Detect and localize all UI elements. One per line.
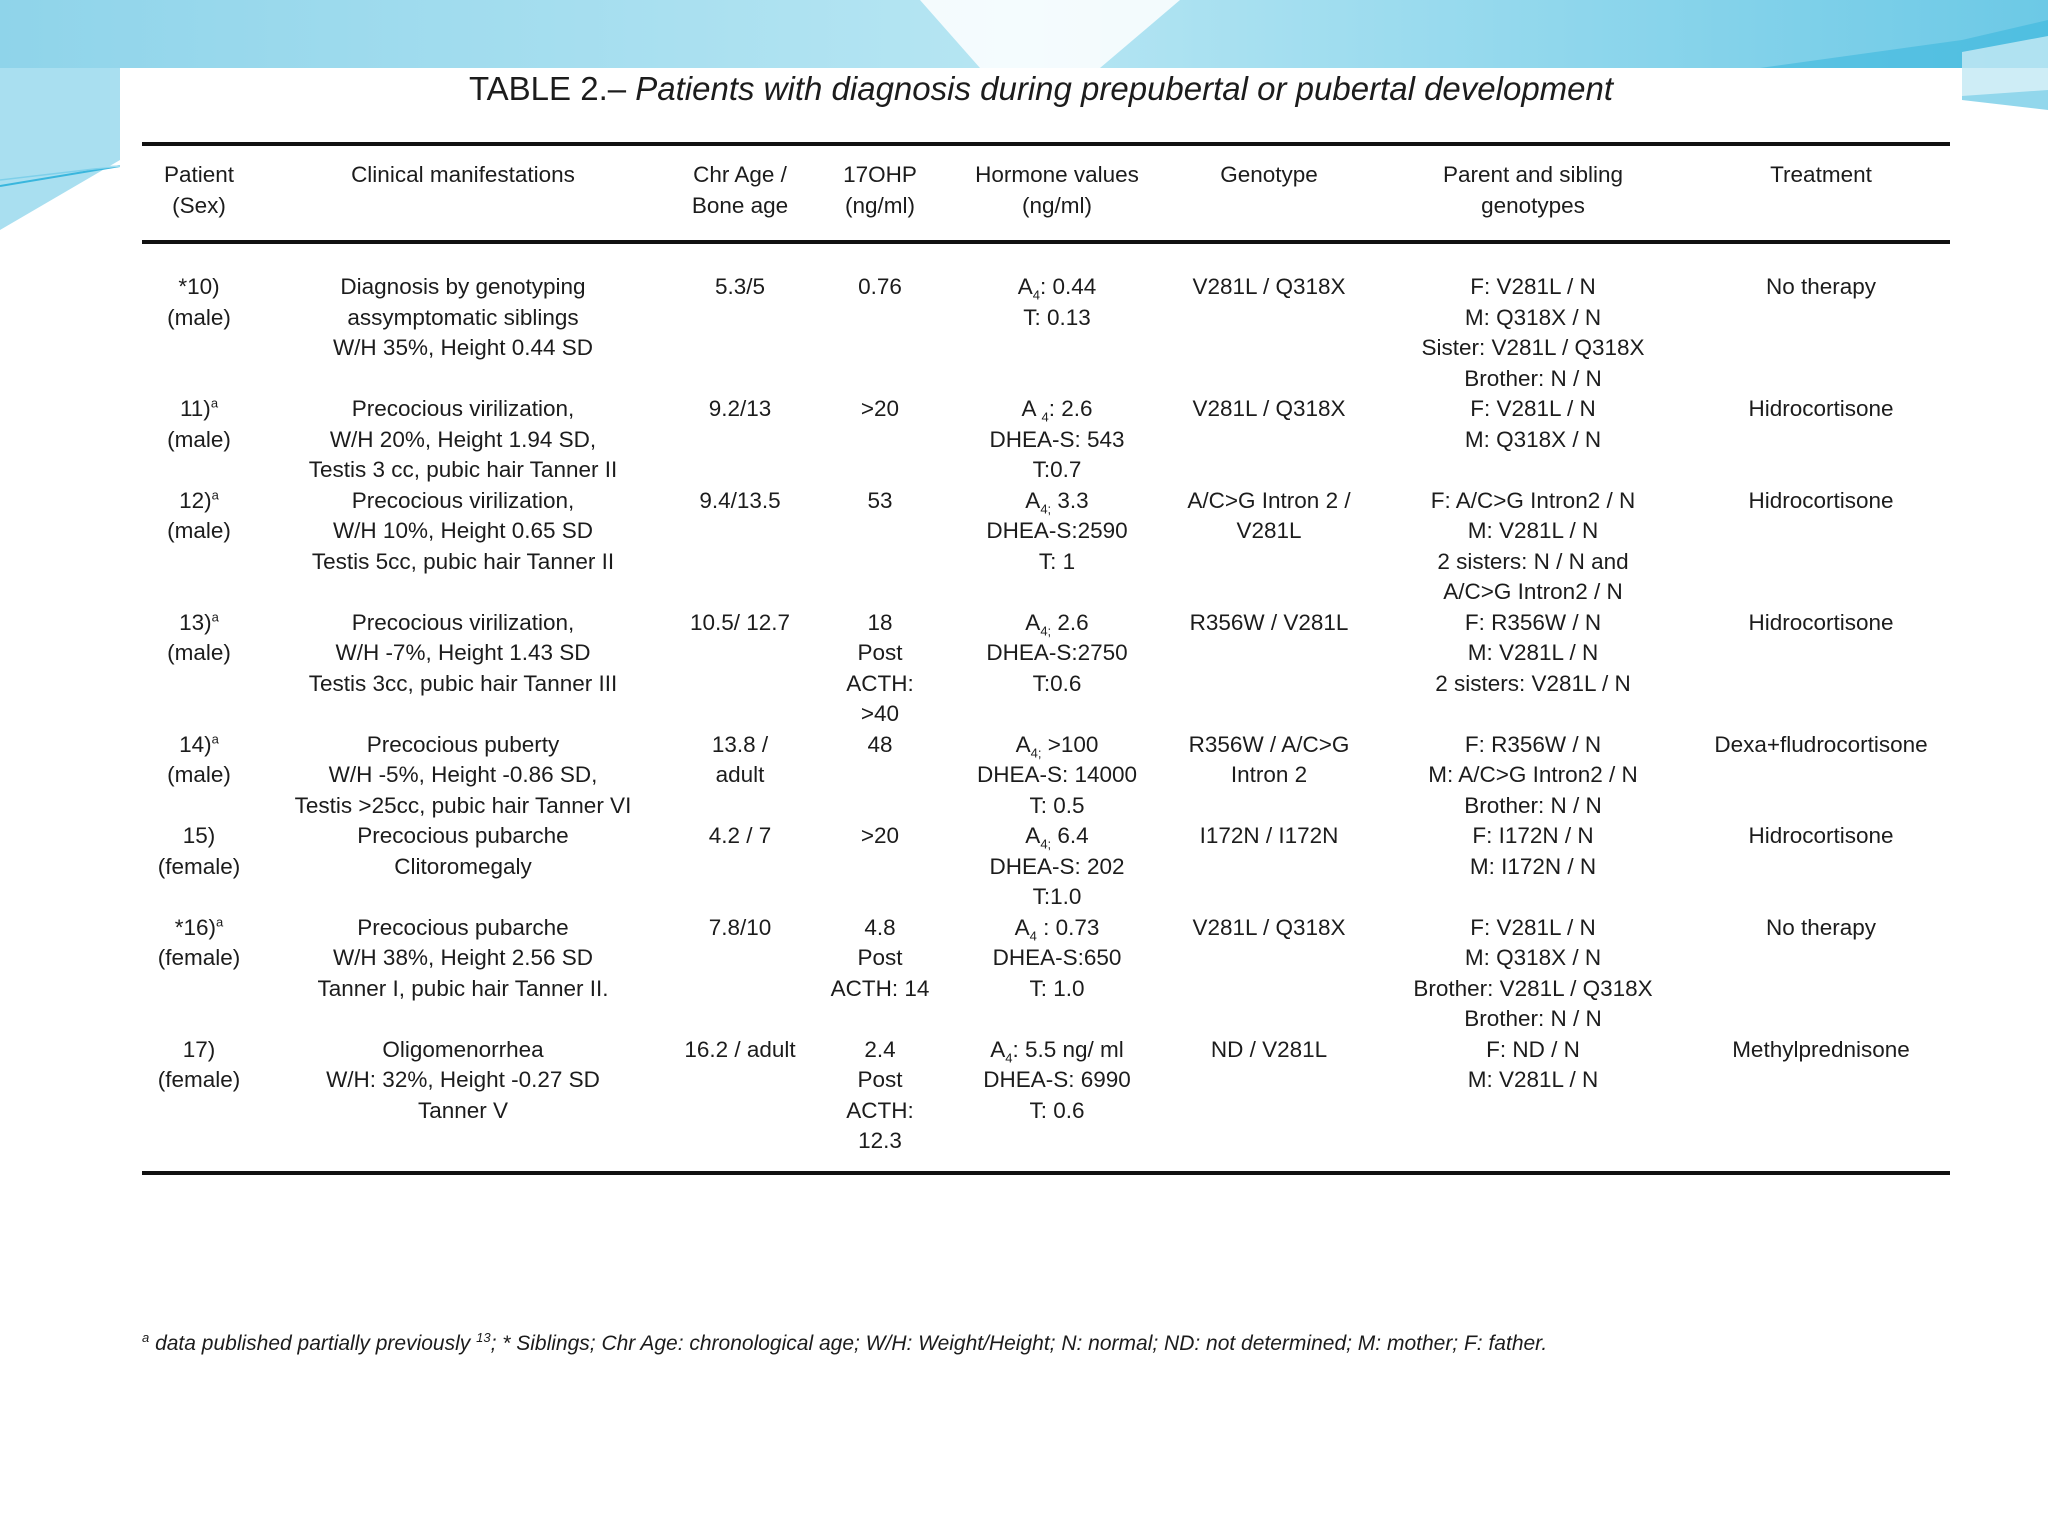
cell-line: assymptomatic siblings xyxy=(347,304,579,330)
treatment-cell xyxy=(1692,821,1950,913)
cell-text: A xyxy=(1021,396,1042,421)
cell-line: Clitoromegaly xyxy=(394,853,532,879)
table-row xyxy=(142,394,1950,486)
age-cell xyxy=(670,821,810,913)
table-row xyxy=(142,242,1950,394)
cell-line: W/H -7%, Height 1.43 SD xyxy=(335,640,591,665)
cell-line: Hidrocortisone xyxy=(1748,487,1894,513)
cell-line-formatted xyxy=(953,272,1161,303)
cell-line: 4.2 / 7 xyxy=(708,823,772,848)
cell-line: ND / V281L xyxy=(1210,1036,1328,1062)
genotype-cell xyxy=(1164,242,1374,394)
cell-line: Methylprednisone xyxy=(1732,1036,1910,1062)
cell-line: 5.3/5 xyxy=(714,274,766,299)
table-title xyxy=(120,68,1962,110)
cell-line: F: I172N / N xyxy=(1472,823,1594,848)
superscript: a xyxy=(216,914,224,929)
cell-line: ACTH: xyxy=(846,1097,914,1123)
cell-line: Tanner I, pubic hair Tanner II. xyxy=(317,975,609,1001)
cell-line: 48 xyxy=(867,731,893,757)
clinical-cell xyxy=(256,913,670,1035)
cell-line: T: 0.13 xyxy=(1023,304,1091,330)
cell-line: DHEA-S:2590 xyxy=(986,518,1128,543)
cell-line: Brother: V281L / Q318X xyxy=(1413,975,1653,1001)
cell-text: A xyxy=(1015,731,1031,757)
cell-line: Testis >25cc, pubic hair Tanner VI xyxy=(294,792,632,818)
cell-text: *16) xyxy=(174,914,217,940)
cell-line: A/C>G Intron2 / N xyxy=(1443,579,1623,604)
column-header-line: Chr Age / xyxy=(693,162,787,187)
cell-line: Hidrocortisone xyxy=(1748,396,1894,421)
cell-line: Intron 2 xyxy=(1230,762,1308,787)
column-header-line: Genotype xyxy=(1220,162,1318,187)
footnote-part-2: ; * Siblings; Chr Age: chronological age; W/H: Weight/Height; N: normal; ND: not determined; M: mother; F: father. xyxy=(490,1332,1548,1355)
cell-line: DHEA-S:650 xyxy=(992,945,1122,970)
cell-line: F: ND / N xyxy=(1486,1036,1580,1062)
cell-line-formatted xyxy=(145,913,253,944)
cell-line: W/H -5%, Height -0.86 SD, xyxy=(328,762,598,787)
cell-line: ACTH: xyxy=(846,670,914,696)
cell-line: 10.5/ 12.7 xyxy=(689,609,791,635)
cell-line: DHEA-S:2750 xyxy=(986,640,1128,665)
cell-line-formatted xyxy=(953,394,1161,425)
cell-text: A xyxy=(1025,487,1041,513)
cell-line: 2 sisters: V281L / N xyxy=(1435,670,1631,696)
cell-line: R356W / V281L xyxy=(1189,609,1349,635)
cell-line: T: 1.0 xyxy=(1029,975,1085,1001)
table-header-row xyxy=(142,144,1950,242)
cell-line: Brother: N / N xyxy=(1464,365,1602,391)
cell-text: : 0.73 xyxy=(1036,914,1100,940)
cell-line: M: Q318X / N xyxy=(1464,426,1602,452)
treatment-cell xyxy=(1692,730,1950,822)
cell-line: 0.76 xyxy=(858,274,902,299)
genotype-cell xyxy=(1164,486,1374,608)
cell-line: 2 sisters: N / N and xyxy=(1437,548,1629,574)
cell-line: W/H: 32%, Height -0.27 SD xyxy=(326,1067,600,1092)
cell-line: Brother: N / N xyxy=(1464,1006,1602,1031)
hormone-cell xyxy=(950,730,1164,822)
hormone-cell xyxy=(950,913,1164,1035)
genotype-cell xyxy=(1164,730,1374,822)
column-header xyxy=(950,144,1164,242)
cell-line: Precocious virilization, xyxy=(351,396,575,421)
cell-line: *10) xyxy=(178,274,220,299)
treatment-cell xyxy=(1692,486,1950,608)
column-header-line: (ng/ml) xyxy=(1021,192,1092,218)
cell-line-formatted xyxy=(953,913,1161,944)
subscript: 4; xyxy=(1030,745,1042,760)
cell-text: A xyxy=(990,1036,1006,1062)
cell-line-formatted xyxy=(953,486,1161,517)
table-row xyxy=(142,913,1950,1035)
cell-line: M: V281L / N xyxy=(1467,1067,1599,1092)
cell-line: Post xyxy=(857,640,903,665)
cell-text: 2.6 xyxy=(1051,609,1089,635)
cell-line: M: Q318X / N xyxy=(1464,304,1602,330)
ohp-cell xyxy=(810,242,950,394)
column-header xyxy=(670,144,810,242)
cell-line: T:1.0 xyxy=(1032,884,1082,909)
column-header-line: Patient xyxy=(163,162,235,187)
cell-line: (male) xyxy=(167,640,231,665)
cell-line: (female) xyxy=(157,945,241,970)
superscript: a xyxy=(210,395,219,411)
cell-text: : 0.44 xyxy=(1039,274,1097,299)
column-header-line: (ng/ml) xyxy=(844,192,915,218)
cell-line: M: I172N / N xyxy=(1469,853,1597,879)
cell-line: A/C>G Intron 2 / xyxy=(1187,487,1351,513)
clinical-cell xyxy=(256,486,670,608)
family-genotypes-cell xyxy=(1374,394,1692,486)
cell-line: ACTH: 14 xyxy=(830,975,930,1001)
column-header xyxy=(1164,144,1374,242)
cell-line: T:0.7 xyxy=(1032,457,1082,482)
cell-line: (male) xyxy=(167,762,231,787)
cell-line: 7.8/10 xyxy=(708,914,772,940)
cell-line: I172N / I172N xyxy=(1199,823,1339,848)
superscript: a xyxy=(211,487,219,502)
cell-line: Testis 3cc, pubic hair Tanner III xyxy=(308,670,618,696)
footnote-part-1: data published partially previously xyxy=(149,1332,477,1355)
table-footnote xyxy=(142,1330,1950,1358)
cell-line: No therapy xyxy=(1765,914,1877,940)
cell-line: T: 0.6 xyxy=(1029,1097,1085,1123)
ohp-cell xyxy=(810,913,950,1035)
cell-line: W/H 10%, Height 0.65 SD xyxy=(332,518,594,543)
cell-text: A xyxy=(1014,914,1030,940)
column-header xyxy=(810,144,950,242)
cell-line: DHEA-S: 14000 xyxy=(976,762,1138,787)
cell-line: DHEA-S: 202 xyxy=(989,853,1125,879)
cell-line: (male) xyxy=(167,518,231,543)
cell-line: >40 xyxy=(860,701,900,726)
cell-line: Precocious pubarche xyxy=(357,914,569,940)
cell-line: M: V281L / N xyxy=(1467,640,1599,665)
cell-line: Oligomenorrhea xyxy=(382,1036,544,1062)
cell-line: W/H 38%, Height 2.56 SD xyxy=(332,945,594,970)
cell-line: Hidrocortisone xyxy=(1748,823,1894,848)
cell-line-formatted xyxy=(953,1035,1161,1066)
clinical-cell xyxy=(256,730,670,822)
cell-line: Precocious virilization, xyxy=(351,487,575,513)
cell-line-formatted xyxy=(953,730,1161,761)
cell-line: 16.2 / adult xyxy=(684,1036,796,1062)
ohp-cell xyxy=(810,730,950,822)
cell-line: (male) xyxy=(167,426,231,452)
cell-text: >100 xyxy=(1041,731,1099,757)
patient-cell xyxy=(142,394,256,486)
cell-line: T:0.6 xyxy=(1032,670,1082,696)
ohp-cell xyxy=(810,821,950,913)
age-cell xyxy=(670,242,810,394)
table-row xyxy=(142,821,1950,913)
ohp-cell xyxy=(810,486,950,608)
cell-line: Diagnosis by genotyping xyxy=(340,274,586,299)
cell-text: A xyxy=(1025,823,1041,848)
cell-line: 4.8 xyxy=(864,914,896,940)
table-row xyxy=(142,486,1950,608)
patient-cell xyxy=(142,242,256,394)
treatment-cell xyxy=(1692,394,1950,486)
cell-line: (female) xyxy=(157,853,241,879)
column-header-line: Treatment xyxy=(1770,162,1872,187)
footnote-superscript-a: a xyxy=(142,1330,150,1345)
hormone-cell xyxy=(950,1035,1164,1173)
patient-cell xyxy=(142,913,256,1035)
cell-line: Sister: V281L / Q318X xyxy=(1421,335,1645,360)
cell-line: No therapy xyxy=(1765,274,1877,299)
cell-line: >20 xyxy=(860,396,900,421)
cell-line: 9.2/13 xyxy=(708,396,772,421)
cell-line-formatted xyxy=(145,486,253,517)
hormone-cell xyxy=(950,242,1164,394)
column-header xyxy=(256,144,670,242)
cell-line: 15) xyxy=(182,823,216,848)
cell-line: F: V281L / N xyxy=(1470,274,1596,299)
cell-line-formatted xyxy=(145,730,253,761)
cell-line: M: Q318X / N xyxy=(1464,945,1602,970)
age-cell xyxy=(670,394,810,486)
column-header xyxy=(1692,144,1950,242)
cell-line: W/H 35%, Height 0.44 SD xyxy=(332,335,594,360)
table-row xyxy=(142,608,1950,730)
treatment-cell xyxy=(1692,1035,1950,1173)
cell-line: F: A/C>G Intron2 / N xyxy=(1430,487,1636,513)
cell-text: A xyxy=(1025,609,1041,635)
cell-text: 11) xyxy=(179,396,211,421)
subscript: 4; xyxy=(1040,501,1052,516)
cell-line: 17) xyxy=(182,1036,216,1062)
patient-cell xyxy=(142,730,256,822)
column-header xyxy=(1374,144,1692,242)
column-header xyxy=(142,144,256,242)
ohp-cell xyxy=(810,394,950,486)
footnote-reference: 13 xyxy=(476,1330,491,1345)
cell-line: V281L / Q318X xyxy=(1192,396,1346,421)
family-genotypes-cell xyxy=(1374,730,1692,822)
genotype-cell xyxy=(1164,821,1374,913)
cell-line: 12.3 xyxy=(858,1128,902,1153)
column-header-line: (Sex) xyxy=(172,192,226,218)
subscript: 4; xyxy=(1040,623,1052,638)
hormone-cell xyxy=(950,394,1164,486)
cell-line-formatted xyxy=(145,608,253,639)
cell-line: Brother: N / N xyxy=(1464,792,1602,818)
cell-text: 6.4 xyxy=(1051,823,1089,848)
cell-text: A xyxy=(1017,274,1033,299)
cell-line: (male) xyxy=(167,304,231,330)
table-panel xyxy=(120,68,1962,1372)
cell-line: V281L xyxy=(1236,518,1302,543)
age-cell xyxy=(670,1035,810,1173)
subscript: 4; xyxy=(1040,836,1052,852)
cell-line: M: A/C>G Intron2 / N xyxy=(1428,762,1638,787)
patient-cell xyxy=(142,1035,256,1173)
cell-line: W/H 20%, Height 1.94 SD, xyxy=(329,426,597,452)
treatment-cell xyxy=(1692,242,1950,394)
cell-line: F: R356W / N xyxy=(1464,609,1602,635)
family-genotypes-cell xyxy=(1374,1035,1692,1173)
genotype-cell xyxy=(1164,608,1374,730)
patients-table xyxy=(142,142,1950,1175)
table-row xyxy=(142,730,1950,822)
cell-line: F: V281L / N xyxy=(1470,396,1596,421)
cell-line: Hidrocortisone xyxy=(1748,609,1894,635)
column-header-line: Bone age xyxy=(691,192,789,218)
cell-line: F: V281L / N xyxy=(1470,914,1596,940)
ohp-cell xyxy=(810,608,950,730)
family-genotypes-cell xyxy=(1374,821,1692,913)
table-title-caption: Patients with diagnosis during prepubertal or pubertal development xyxy=(635,70,1614,107)
patient-cell xyxy=(142,486,256,608)
cell-text: 12) xyxy=(179,487,212,513)
cell-line: 9.4/13.5 xyxy=(699,487,781,513)
column-header-line: 17OHP xyxy=(843,162,917,187)
cell-line: V281L / Q318X xyxy=(1192,914,1346,940)
cell-line: F: R356W / N xyxy=(1464,731,1602,757)
cell-line: T: 0.5 xyxy=(1029,792,1085,818)
cell-line: 13.8 / xyxy=(711,731,769,757)
cell-line: M: V281L / N xyxy=(1467,518,1599,543)
column-header-line: Parent and sibling xyxy=(1442,162,1624,187)
cell-line: >20 xyxy=(860,823,900,848)
cell-text: 3.3 xyxy=(1051,487,1089,513)
cell-text: 14) xyxy=(179,731,212,757)
superscript: a xyxy=(211,731,219,746)
cell-line: Dexa+fludrocortisone xyxy=(1714,731,1928,757)
cell-line: Testis 5cc, pubic hair Tanner II xyxy=(311,548,615,574)
ohp-cell xyxy=(810,1035,950,1173)
family-genotypes-cell xyxy=(1374,608,1692,730)
cell-line: T: 1 xyxy=(1038,548,1076,574)
cell-line: DHEA-S: 543 xyxy=(989,426,1125,452)
age-cell xyxy=(670,608,810,730)
genotype-cell xyxy=(1164,913,1374,1035)
clinical-cell xyxy=(256,821,670,913)
column-header-line: genotypes xyxy=(1481,192,1585,218)
cell-text: : 2.6 xyxy=(1048,396,1093,421)
clinical-cell xyxy=(256,242,670,394)
cell-line: R356W / A/C>G xyxy=(1188,731,1350,757)
cell-line: 53 xyxy=(867,487,893,513)
subscript: 4 xyxy=(1032,287,1040,303)
cell-line: Post xyxy=(857,1067,903,1092)
cell-line: Post xyxy=(857,945,903,970)
subscript: 4 xyxy=(1005,1050,1013,1065)
family-genotypes-cell xyxy=(1374,913,1692,1035)
cell-line: 2.4 xyxy=(864,1036,896,1062)
patient-cell xyxy=(142,821,256,913)
hormone-cell xyxy=(950,821,1164,913)
age-cell xyxy=(670,913,810,1035)
subscript: 4 xyxy=(1029,928,1037,943)
cell-line: Tanner V xyxy=(417,1097,509,1123)
clinical-cell xyxy=(256,394,670,486)
superscript: a xyxy=(211,609,219,624)
treatment-cell xyxy=(1692,913,1950,1035)
subscript: 4 xyxy=(1041,409,1049,425)
cell-line: 18 xyxy=(867,609,893,635)
family-genotypes-cell xyxy=(1374,486,1692,608)
genotype-cell xyxy=(1164,1035,1374,1173)
table-body xyxy=(142,242,1950,1173)
cell-line: V281L / Q318X xyxy=(1192,274,1346,299)
cell-line: Precocious pubarche xyxy=(357,823,569,848)
patient-cell xyxy=(142,608,256,730)
age-cell xyxy=(670,730,810,822)
column-header-line: Clinical manifestations xyxy=(351,162,575,187)
hormone-cell xyxy=(950,608,1164,730)
table-title-prefix: TABLE 2.– xyxy=(468,70,636,107)
cell-line: Precocious virilization, xyxy=(351,609,575,635)
cell-line: (female) xyxy=(157,1067,241,1092)
cell-line: DHEA-S: 6990 xyxy=(983,1067,1131,1092)
clinical-cell xyxy=(256,1035,670,1173)
family-genotypes-cell xyxy=(1374,242,1692,394)
genotype-cell xyxy=(1164,394,1374,486)
table-row xyxy=(142,1035,1950,1173)
cell-line: adult xyxy=(715,762,765,787)
cell-line-formatted xyxy=(145,394,253,425)
cell-text: 13) xyxy=(179,609,212,635)
cell-line: Precocious puberty xyxy=(366,731,560,757)
age-cell xyxy=(670,486,810,608)
hormone-cell xyxy=(950,486,1164,608)
cell-line-formatted xyxy=(953,821,1161,852)
cell-line-formatted xyxy=(953,608,1161,639)
cell-text: : 5.5 ng/ ml xyxy=(1012,1036,1124,1062)
column-header-line: Hormone values xyxy=(975,162,1139,187)
clinical-cell xyxy=(256,608,670,730)
cell-line: Testis 3 cc, pubic hair Tanner II xyxy=(308,457,618,482)
treatment-cell xyxy=(1692,608,1950,730)
